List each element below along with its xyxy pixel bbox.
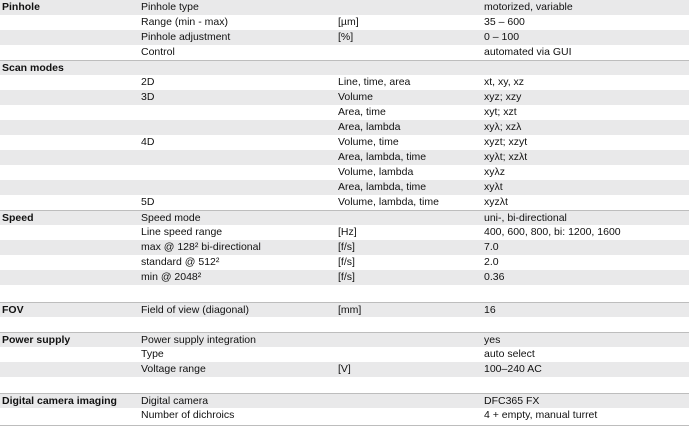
parameter-cell: 5D — [141, 196, 155, 208]
parameter-cell: 4D — [141, 136, 155, 148]
parameter-cell — [141, 377, 333, 392]
section-label — [2, 15, 138, 30]
unit-cell: [%] — [338, 31, 354, 43]
table-row — [0, 150, 689, 165]
value-cell — [484, 377, 687, 392]
value-cell: motorized, variable — [484, 1, 573, 13]
section-label — [2, 285, 138, 300]
table-row — [0, 195, 689, 210]
value-cell — [484, 317, 687, 332]
section-label: FOV — [2, 304, 24, 316]
parameter-cell: standard @ 512² — [141, 256, 220, 268]
unit-cell: Area, time — [338, 106, 386, 118]
table-row — [0, 135, 689, 150]
section-label: Scan modes — [2, 62, 64, 74]
unit-cell: Volume, lambda, time — [338, 196, 439, 208]
unit-cell: Volume, lambda — [338, 166, 414, 178]
section-label — [2, 408, 138, 423]
parameter-cell: Power supply integration — [141, 334, 256, 346]
parameter-cell: 3D — [141, 91, 155, 103]
value-cell: xyz; xzy — [484, 91, 522, 103]
parameter-cell: max @ 128² bi-directional — [141, 241, 261, 253]
value-cell: xyλz — [484, 166, 505, 178]
value-cell: auto select — [484, 348, 535, 360]
unit-cell: [Hz] — [338, 226, 357, 238]
parameter-cell: Voltage range — [141, 363, 206, 375]
unit-cell: [f/s] — [338, 256, 355, 268]
section-label — [2, 90, 138, 105]
section-label — [2, 362, 138, 377]
table-row — [0, 120, 689, 135]
unit-cell: Line, time, area — [338, 76, 411, 88]
unit-cell: Volume — [338, 91, 374, 103]
table-row — [0, 75, 689, 90]
section-label — [2, 225, 138, 240]
section-label — [2, 30, 138, 45]
parameter-cell — [141, 180, 333, 195]
table-row — [0, 347, 689, 362]
unit-cell: [V] — [338, 363, 351, 375]
table-row — [0, 165, 689, 180]
unit-cell — [338, 0, 478, 15]
table-row — [0, 180, 689, 195]
section-label — [2, 317, 138, 332]
value-cell: DFC365 FX — [484, 395, 540, 407]
table-row — [0, 210, 689, 225]
parameter-cell: Number of dichroics — [141, 409, 235, 421]
parameter-cell: Range (min - max) — [141, 16, 228, 28]
section-label — [2, 45, 138, 60]
parameter-cell: Pinhole type — [141, 1, 199, 13]
table-row — [0, 0, 689, 15]
table-row — [0, 45, 689, 60]
table-row — [0, 90, 689, 105]
value-cell: 400, 600, 800, bi: 1200, 1600 — [484, 226, 621, 238]
parameter-cell — [141, 165, 333, 180]
parameter-cell — [141, 285, 333, 300]
table-row — [0, 60, 689, 75]
section-label — [2, 75, 138, 90]
table-row — [0, 105, 689, 120]
section-label: Digital camera imaging — [2, 395, 117, 407]
unit-cell — [338, 394, 478, 409]
section-label: Pinhole — [2, 1, 40, 13]
value-cell: 0 – 100 — [484, 31, 520, 43]
unit-cell: [µm] — [338, 16, 359, 28]
value-cell: 100–240 AC — [484, 363, 542, 375]
section-label — [2, 105, 138, 120]
parameter-cell: Speed mode — [141, 212, 201, 224]
unit-cell — [338, 211, 478, 226]
unit-cell: Area, lambda, time — [338, 151, 427, 163]
parameter-cell: Type — [141, 348, 164, 360]
unit-cell — [338, 285, 478, 300]
value-cell: automated via GUI — [484, 46, 572, 58]
table-row — [0, 332, 689, 347]
unit-cell — [338, 347, 478, 362]
unit-cell: [f/s] — [338, 271, 355, 283]
section-label — [2, 180, 138, 195]
section-label — [2, 347, 138, 362]
table-row — [0, 270, 689, 285]
unit-cell — [338, 408, 478, 423]
section-label — [2, 255, 138, 270]
unit-cell — [338, 333, 478, 348]
value-cell: 2.0 — [484, 256, 499, 268]
value-cell: xyλt; xzλt — [484, 151, 528, 163]
unit-cell — [338, 61, 478, 76]
table-bottom-rule — [0, 425, 689, 426]
table-row — [0, 285, 689, 300]
table-row — [0, 255, 689, 270]
unit-cell — [338, 45, 478, 60]
parameter-cell: 2D — [141, 76, 155, 88]
value-cell: 7.0 — [484, 241, 499, 253]
table-row — [0, 362, 689, 377]
table-row — [0, 15, 689, 30]
unit-cell: [f/s] — [338, 241, 355, 253]
section-label — [2, 377, 138, 392]
value-cell: 16 — [484, 304, 496, 316]
parameter-cell — [141, 120, 333, 135]
section-label — [2, 165, 138, 180]
parameter-cell: Digital camera — [141, 395, 209, 407]
value-cell: uni-, bi-directional — [484, 212, 567, 224]
unit-cell: Area, lambda — [338, 121, 401, 133]
table-row — [0, 317, 689, 332]
value-cell: 4 + empty, manual turret — [484, 409, 598, 421]
parameter-cell: Field of view (diagonal) — [141, 304, 249, 316]
unit-cell: Area, lambda, time — [338, 181, 427, 193]
value-cell: xyt; xzt — [484, 106, 517, 118]
unit-cell: Volume, time — [338, 136, 399, 148]
section-label — [2, 240, 138, 255]
unit-cell — [338, 377, 478, 392]
value-cell — [484, 285, 687, 300]
section-label — [2, 195, 138, 210]
table-row — [0, 393, 689, 408]
value-cell: xyλ; xzλ — [484, 121, 522, 133]
parameter-cell: Line speed range — [141, 226, 223, 238]
value-cell: xyzt; xzyt — [484, 136, 528, 148]
value-cell: yes — [484, 334, 501, 346]
value-cell: xyλt — [484, 181, 503, 193]
parameter-cell — [141, 150, 333, 165]
section-label: Power supply — [2, 334, 71, 346]
parameter-cell: min @ 2048² — [141, 271, 202, 283]
parameter-cell — [141, 61, 333, 76]
section-label: Speed — [2, 212, 34, 224]
table-row — [0, 225, 689, 240]
value-cell: 35 – 600 — [484, 16, 525, 28]
unit-cell: [mm] — [338, 304, 362, 316]
parameter-cell: Control — [141, 46, 175, 58]
value-cell — [484, 61, 687, 76]
table-row — [0, 240, 689, 255]
parameter-cell — [141, 105, 333, 120]
section-label — [2, 150, 138, 165]
unit-cell — [338, 317, 478, 332]
section-label — [2, 120, 138, 135]
table-row — [0, 30, 689, 45]
table-row — [0, 302, 689, 317]
value-cell: 0.36 — [484, 271, 505, 283]
parameter-cell: Pinhole adjustment — [141, 31, 231, 43]
table-row — [0, 377, 689, 392]
section-label — [2, 270, 138, 285]
value-cell: xyzλt — [484, 196, 508, 208]
table-row — [0, 408, 689, 423]
section-label — [2, 135, 138, 150]
parameter-cell — [141, 317, 333, 332]
value-cell: xt, xy, xz — [484, 76, 525, 88]
